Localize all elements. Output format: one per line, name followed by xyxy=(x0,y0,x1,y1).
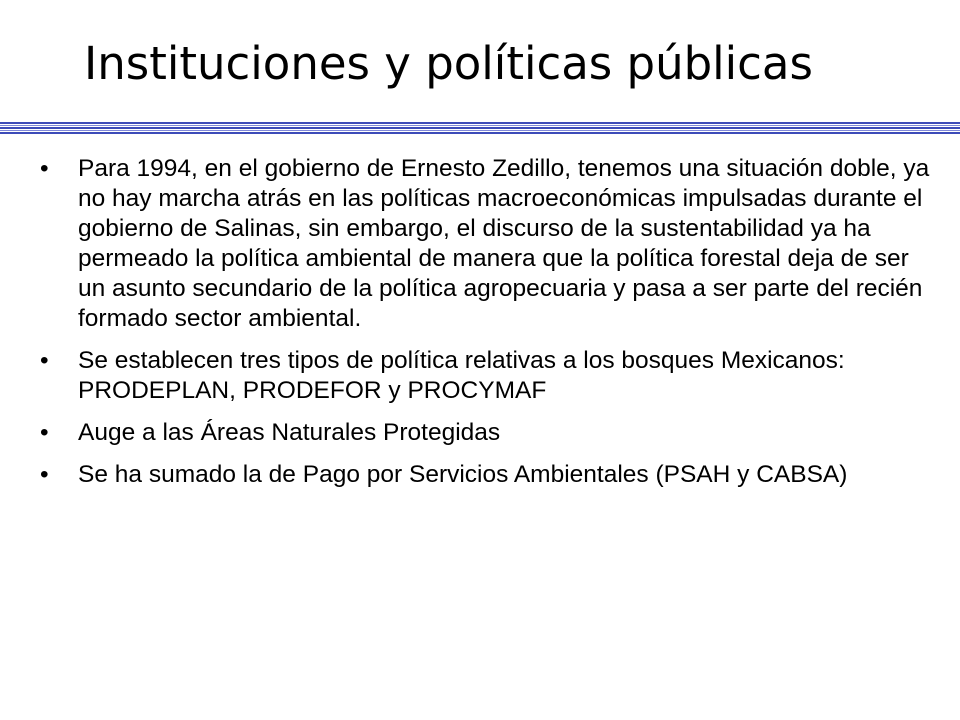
bullet-item xyxy=(40,418,930,448)
bullet-item xyxy=(40,154,930,334)
bullet-item xyxy=(40,346,930,406)
bullet-text: Se establecen tres tipos de política relativas a los bosques Mexicanos: PRODEPLAN, PRODEFOR y PROCYMAF xyxy=(78,347,845,404)
bullet-text: Para 1994, en el gobierno de Ernesto Zedillo, tenemos una situación doble, ya no hay marcha atrás en las políticas macroeconómicas impulsadas durante el gobierno de Salinas, sin embargo, el discurso de la sustentabilidad ya ha permeado la política ambiental de manera que la política forestal deja de ser un asunto secundario de la política agropecuaria y pasa a ser parte del recién formado sector ambiental. xyxy=(78,155,930,332)
bullet-item xyxy=(40,460,930,490)
bullet-icon: • xyxy=(40,419,49,446)
bullet-list xyxy=(40,154,930,502)
bullet-icon: • xyxy=(40,461,49,488)
bullet-text: Auge a las Áreas Naturales Protegidas xyxy=(78,419,501,446)
slide-title: Instituciones y políticas públicas xyxy=(84,37,813,90)
bullet-text: Se ha sumado la de Pago por Servicios Ambientales (PSAH y CABSA) xyxy=(78,461,848,488)
title-divider xyxy=(0,122,960,134)
bullet-icon: • xyxy=(40,347,49,374)
bullet-icon: • xyxy=(40,155,49,182)
